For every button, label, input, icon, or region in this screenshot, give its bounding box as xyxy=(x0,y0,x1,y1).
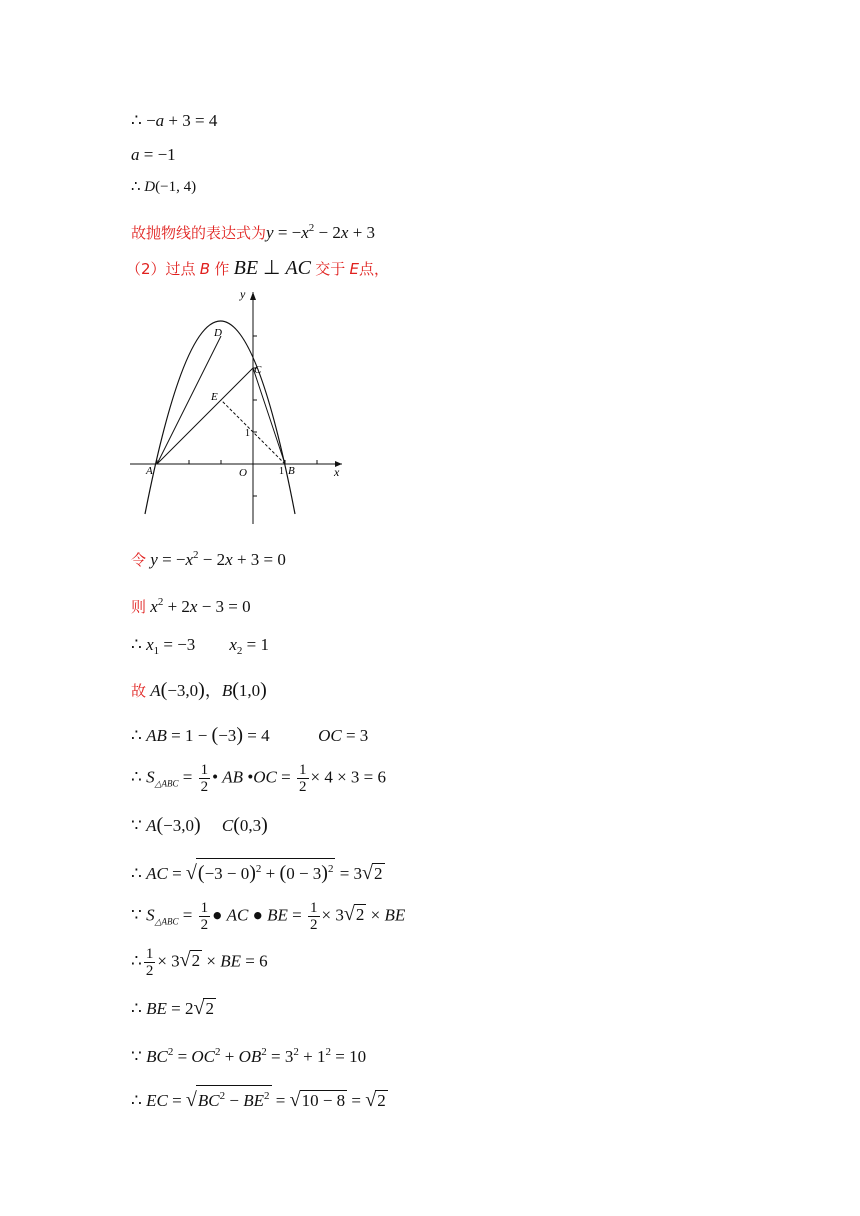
line-2: a = −1 xyxy=(131,145,176,164)
intersect-label: 交于 xyxy=(315,260,346,278)
therefore-label: 故 xyxy=(131,682,147,700)
line-16: ∴ BE = 2√2 xyxy=(131,997,214,1019)
line-9: 故 A(−3,0)，B(1,0) xyxy=(131,679,267,701)
label-c: C xyxy=(254,364,262,376)
verb-label: 作 xyxy=(214,260,230,278)
point-e-ref: E xyxy=(349,260,360,278)
parabola-graph xyxy=(128,286,358,526)
label-a: A xyxy=(146,465,153,477)
point-suffix: 点， xyxy=(359,260,390,278)
segment-cb xyxy=(253,368,285,464)
line-7: 则 $x^2 + 2x - 3 = 0$ xyxy=(131,596,251,616)
line-13: ∴ AC = $√(-3 - 0)^2 + (0 - 3)^2 = 3√2$ xyxy=(131,858,385,885)
line-8: ∴ $x_1 = -3$ $x_2 = 1$ xyxy=(131,635,269,657)
line-5: （2）过点 B 作 BE ⊥ AC 交于 E点， xyxy=(126,257,390,279)
label-y: y xyxy=(240,287,246,301)
line-4: 故抛物线的表达式为$y = -x^2 - 2x + 3$ xyxy=(131,222,376,242)
part-two-label: （2）过点 xyxy=(126,260,196,278)
line-12: ∵ A(−3,0) C(0,3) xyxy=(131,814,268,836)
line-1: ∴ −a + 3 = 4 xyxy=(131,111,218,130)
y-axis-arrow xyxy=(250,292,256,300)
parabola-label: 故抛物线的表达式为 xyxy=(131,224,267,242)
segment-ac xyxy=(157,368,253,464)
label-one-y: 1 xyxy=(245,428,250,439)
line-14: ∵ $S_{\triangle ABC}$ = $\frac{1}{2}$ ● AC ● BE = $\frac{1}{2}$ × 3√2 × BE xyxy=(131,900,406,933)
line-11: ∴ $S_{\triangle ABC}$ = $\frac{1}{2}$ • AB •OC = $\frac{1}{2}$ × 4 × 3 = 6 xyxy=(131,762,387,795)
line-17: ∵ $BC^2 = OC^2 + OB^2 = 3^2 + 1^2 = 10$ xyxy=(131,1046,367,1066)
label-b: B xyxy=(288,465,295,477)
line-3: ∴ D(−1, 4) xyxy=(131,179,197,195)
line-6: 令 $y = -x^2 - 2x + 3 = 0$ xyxy=(131,549,286,569)
label-x: x xyxy=(334,465,340,479)
then-label: 则 xyxy=(131,598,147,616)
line-10: ∴ AB = 1 − (−3) = 4 OC = 3 xyxy=(131,724,369,746)
label-e: E xyxy=(211,391,218,403)
label-d: D xyxy=(214,327,222,339)
parabola-curve xyxy=(145,321,295,514)
line-18: ∴ EC = $√BC^2 - BE^2 = √10 - 8 = √2$ xyxy=(131,1085,388,1112)
point-b-ref: B xyxy=(199,260,211,278)
line-15: ∴ $\frac{1}{2}$ × 3√2 × BE = 6 xyxy=(131,946,268,979)
label-o: O xyxy=(239,467,247,479)
label-one-x: 1 xyxy=(279,466,284,477)
let-label: 令 xyxy=(131,551,147,569)
